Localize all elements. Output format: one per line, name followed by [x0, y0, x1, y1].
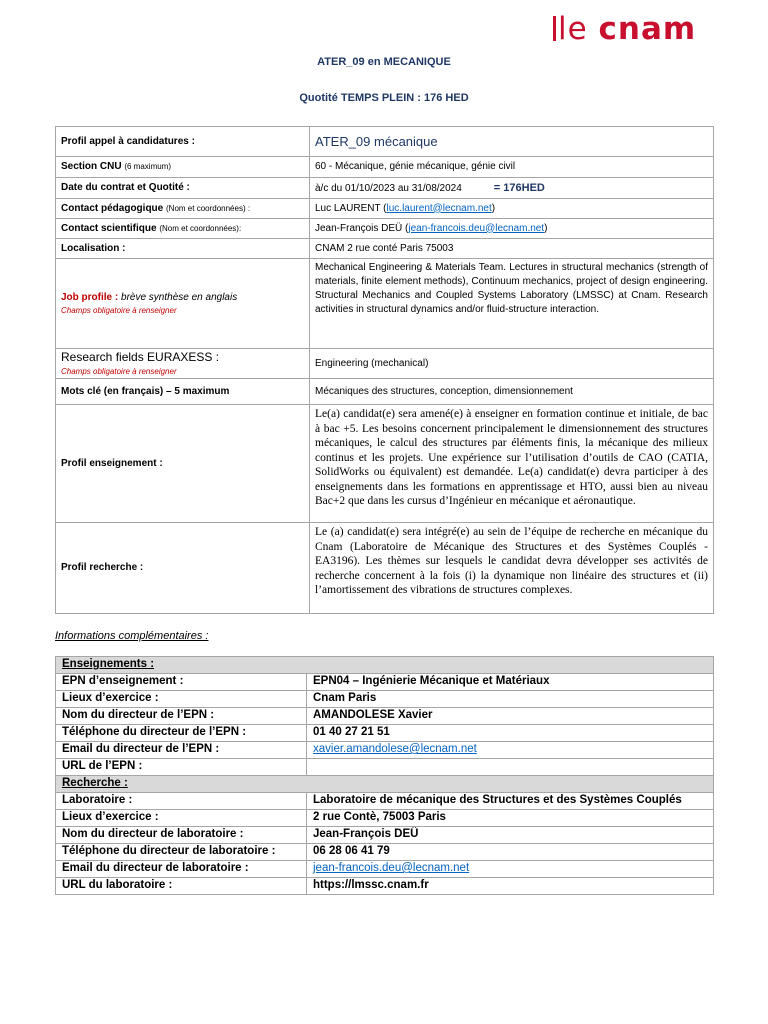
email-labo-cell [307, 861, 714, 878]
section-cnu-value: 60 - Mécanique, génie mécanique, génie civil [310, 157, 714, 178]
recherche-heading: Recherche : [56, 776, 714, 793]
section-cnu-label: Section CNU [61, 161, 122, 172]
row-dir-epn [56, 708, 714, 725]
research-fields-value: Engineering (mechanical) [310, 349, 714, 379]
row-profil-recherche [56, 523, 714, 614]
contact-sci-label: Contact scientifique [61, 222, 157, 234]
url-epn-value [307, 759, 714, 776]
profil-appel-value: ATER_09 mécanique [310, 127, 714, 157]
contact-peda-note: (Nom et coordonnées) : [166, 203, 251, 213]
row-enseignements-heading [56, 657, 714, 674]
email-labo-label: Email du directeur de laboratoire : [56, 861, 307, 878]
enseignements-heading: Enseignements : [56, 657, 714, 674]
tel-epn-label: Téléphone du directeur de l’EPN : [56, 725, 307, 742]
row-email-labo [56, 861, 714, 878]
localisation-value: CNAM 2 rue conté Paris 75003 [310, 239, 714, 259]
contact-peda-email-link[interactable]: luc.laurent@lecnam.net [386, 202, 492, 214]
row-profil-appel [56, 127, 714, 157]
mots-cles-label: Mots clé (en français) – 5 maximum [56, 379, 310, 405]
row-dir-labo [56, 827, 714, 844]
email-epn-label: Email du directeur de l’EPN : [56, 742, 307, 759]
research-fields-cell [56, 349, 310, 379]
contact-peda-value [310, 199, 714, 219]
contact-sci-note: (Nom et coordonnées): [159, 223, 242, 233]
row-profil-enseignement [56, 405, 714, 523]
row-job-profile [56, 259, 714, 349]
profil-enseignement-value: Le(a) candidat(e) sera amené(e) à enseigner en formation continue et initiale, de bac à bac +5. Les besoins concernent principalement le dimensionnement des structures mécaniques, le calcul des structures par éléments finis, la mécanique des milieux continus et les projets. Une expérience sur l’utilisation d’outils de CAO (CATIA, SolidWorks ou équivalent) est demandée. Le(a) candidat(e) devra participer à des enseignements dans les formations en apprentissage et HTO, aussi bien au niveau Bac+2 que dans les cursus d’Ingénieur en mécanique et aéronautique. [310, 405, 714, 523]
row-tel-labo [56, 844, 714, 861]
labo-value: Laboratoire de mécanique des Structures et des Systèmes Couplés [307, 793, 714, 810]
date-label: Date du contrat et Quotité : [56, 178, 310, 199]
job-profile-cell [56, 259, 310, 349]
job-profile-desc: brève synthèse en anglais [118, 291, 238, 303]
complementary-table [55, 656, 714, 895]
lieux-label: Lieux d’exercice : [56, 691, 307, 708]
job-profile-required: Champs obligatoire à renseigner [61, 305, 177, 315]
contact-peda-close: ) [491, 202, 496, 214]
localisation-label: Localisation : [56, 239, 310, 259]
email-labo-link[interactable]: jean-francois.deu@lecnam.net [313, 862, 470, 874]
row-url-labo [56, 878, 714, 895]
contact-sci-name: Jean-François DEÜ ( [315, 222, 409, 234]
profil-recherche-label: Profil recherche : [56, 523, 310, 614]
email-epn-cell [307, 742, 714, 759]
quotite-subtitle: Quotité TEMPS PLEIN : 176 HED [299, 92, 469, 104]
dir-labo-value: Jean-François DEÜ [307, 827, 714, 844]
section-cnu-note: (6 maximum) [124, 162, 172, 171]
row-lieux-labo [56, 810, 714, 827]
profil-enseignement-label: Profil enseignement : [56, 405, 310, 523]
row-lieux [56, 691, 714, 708]
contact-sci-cell [56, 219, 310, 239]
dir-epn-value: AMANDOLESE Xavier [307, 708, 714, 725]
section-cnu-cell [56, 157, 310, 178]
profil-recherche-value: Le (a) candidat(e) sera intégré(e) au sein de l’équipe de recherche en mécanique du Cnam (Laboratoire de Mécanique des Structures et des Systèmes Couplés - EA3196). Les thèmes sur lesquels le candidat devra développer ses activités de recherche concernent à la fois (i) la dynamique non linéaire des structures et (ii) l’amortissement des vibrations de structures complexes. [310, 523, 714, 614]
row-recherche-heading [56, 776, 714, 793]
contact-peda-label: Contact pédagogique [61, 202, 164, 214]
row-url-epn [56, 759, 714, 776]
row-mots-cles [56, 379, 714, 405]
contact-peda-name: Luc LAURENT ( [315, 202, 387, 214]
date-quota: = 176HED [493, 181, 545, 194]
lieux-value: Cnam Paris [307, 691, 714, 708]
email-epn-link[interactable]: xavier.amandolese@lecnam.net [313, 743, 477, 755]
row-localisation [56, 239, 714, 259]
tel-epn-value: 01 40 27 21 51 [307, 725, 714, 742]
research-fields-required: Champs obligatoire à renseigner [61, 366, 177, 376]
cnam-logo [553, 11, 697, 47]
profile-table [55, 126, 714, 614]
dir-epn-label: Nom du directeur de l’EPN : [56, 708, 307, 725]
row-labo [56, 793, 714, 810]
row-tel-epn [56, 725, 714, 742]
lieux-labo-label: Lieux d’exercice : [56, 810, 307, 827]
job-profile-value: Mechanical Engineering & Materials Team. Lectures in structural mechanics (strength of materials, finite element methods), Continuum mechanics, project of design engineering. Structural Mechanics and Coupled Systems Laboratory (LMSSC) at Cnam. Research activities in structural dynamics and/or fluid-structure interaction. [310, 259, 714, 349]
row-section-cnu [56, 157, 714, 178]
url-labo-label: URL du laboratoire : [56, 878, 307, 895]
logo-bar [553, 16, 556, 41]
row-contact-peda [56, 199, 714, 219]
logo-prefix: le [558, 11, 599, 47]
contact-sci-email-link[interactable]: jean-francois.deu@lecnam.net [408, 222, 545, 234]
research-fields-label: Research fields EURAXESS : [61, 349, 220, 364]
row-date [56, 178, 714, 199]
url-labo-value: https://lmssc.cnam.fr [307, 878, 714, 895]
epn-label: EPN d’enseignement : [56, 674, 307, 691]
page-title: ATER_09 en MECANIQUE [317, 56, 451, 68]
contact-sci-value [310, 219, 714, 239]
row-epn [56, 674, 714, 691]
date-value: à/c du 01/10/2023 au 31/08/2024 [315, 182, 462, 194]
tel-labo-value: 06 28 06 41 79 [307, 844, 714, 861]
date-cell [310, 178, 714, 199]
row-contact-sci [56, 219, 714, 239]
logo-suffix: cnam [598, 11, 697, 47]
row-research-fields [56, 349, 714, 379]
contact-sci-close: ) [544, 222, 548, 234]
mots-cles-value: Mécaniques des structures, conception, dimensionnement [310, 379, 714, 405]
info-complementaires-title: Informations complémentaires : [55, 630, 209, 642]
job-profile-label: Job profile : [61, 291, 119, 303]
profil-appel-label: Profil appel à candidatures : [56, 127, 310, 157]
lieux-labo-value: 2 rue Contè, 75003 Paris [307, 810, 714, 827]
epn-value: EPN04 – Ingénierie Mécanique et Matériaux [307, 674, 714, 691]
contact-peda-cell [56, 199, 310, 219]
labo-label: Laboratoire : [56, 793, 307, 810]
row-email-epn [56, 742, 714, 759]
dir-labo-label: Nom du directeur de laboratoire : [56, 827, 307, 844]
tel-labo-label: Téléphone du directeur de laboratoire : [56, 844, 307, 861]
url-epn-label: URL de l’EPN : [56, 759, 307, 776]
